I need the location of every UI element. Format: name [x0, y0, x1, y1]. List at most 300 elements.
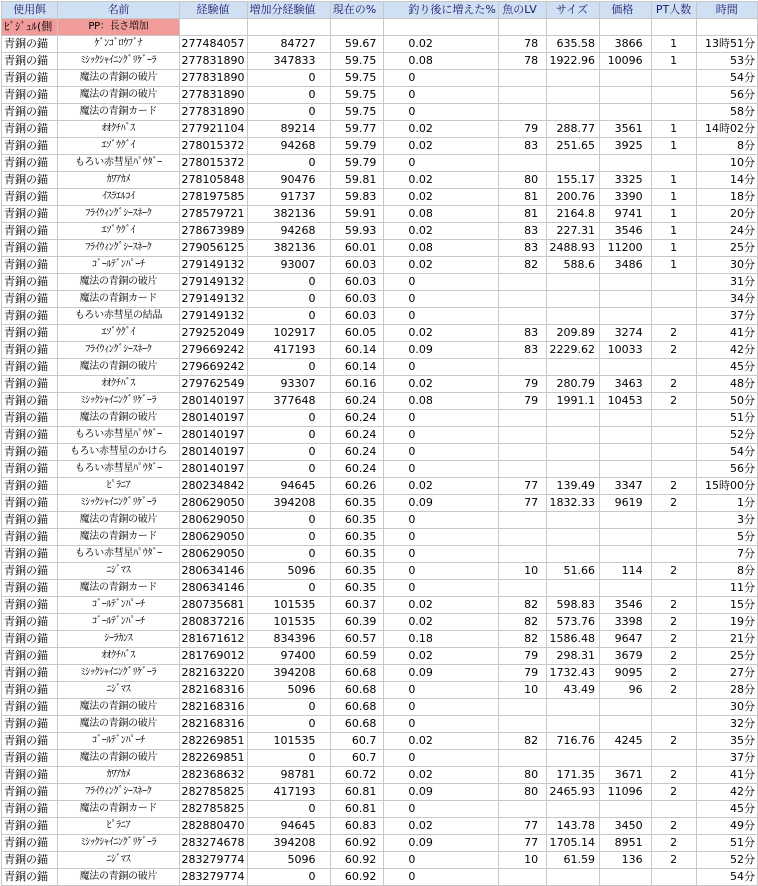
cell-name[interactable]: ｴｿﾞｳｸﾞｲ [58, 325, 179, 342]
cell-name[interactable]: ﾋﾟﾗﾆｱ [58, 818, 179, 835]
cell-size[interactable]: 1586.48 [547, 631, 600, 648]
cell-price[interactable] [600, 70, 652, 87]
cell-price[interactable] [600, 87, 652, 104]
cell-time[interactable]: 28分 [696, 682, 757, 699]
cell-price[interactable]: 10033 [600, 342, 652, 359]
cell-percent-gain[interactable]: 0 [384, 750, 498, 767]
cell-percent-gain[interactable]: 0 [384, 104, 498, 121]
cell-size[interactable]: 573.76 [547, 614, 600, 631]
cell-price[interactable] [600, 750, 652, 767]
cell-exp[interactable]: 280140197 [179, 444, 247, 461]
cell-fish-level[interactable]: 78 [498, 36, 546, 53]
cell-time[interactable]: 54分 [696, 70, 757, 87]
cell-current-percent[interactable]: 60.26 [330, 478, 384, 495]
cell-party-size[interactable]: 1 [651, 189, 696, 206]
cell-price[interactable]: 3274 [600, 325, 652, 342]
cell-bait[interactable]: 青銅の錨 [2, 750, 58, 767]
cell-name[interactable]: ｺﾞｰﾙﾃﾞﾝﾊﾟｰﾁ [58, 257, 179, 274]
cell-exp[interactable]: 282785825 [179, 801, 247, 818]
cell-percent-gain[interactable]: 0 [384, 546, 498, 563]
cell-size[interactable]: 139.49 [547, 478, 600, 495]
cell-bait[interactable]: 青銅の錨 [2, 53, 58, 70]
cell-party-size[interactable] [651, 359, 696, 376]
cell-percent-gain[interactable]: 0.02 [384, 172, 498, 189]
cell-exp-gain[interactable]: 0 [247, 580, 330, 597]
cell-current-percent[interactable]: 59.79 [330, 138, 384, 155]
cell-percent-gain[interactable]: 0.02 [384, 36, 498, 53]
cell-name[interactable]: ﾌﾗｲｳｨﾝｸﾞｼｰｽﾈｰｸ [58, 206, 179, 223]
cell-exp-gain[interactable]: 101535 [247, 614, 330, 631]
cell-current-percent[interactable]: 60.14 [330, 342, 384, 359]
cell-time[interactable]: 51分 [696, 835, 757, 852]
cell-price[interactable]: 3546 [600, 597, 652, 614]
cell-size[interactable] [547, 461, 600, 478]
cell-exp-gain[interactable]: 417193 [247, 784, 330, 801]
cell-exp-gain[interactable]: 91737 [247, 189, 330, 206]
cell-size[interactable] [547, 359, 600, 376]
cell-size[interactable] [547, 529, 600, 546]
cell-percent-gain[interactable]: 0.02 [384, 648, 498, 665]
cell-exp-gain[interactable]: 0 [247, 291, 330, 308]
cell-name[interactable]: ﾌﾗｲｳｨﾝｸﾞｼｰｽﾈｰｸ [58, 240, 179, 257]
header-cell-fish-level[interactable]: 魚のLV [498, 2, 546, 19]
cell-name[interactable]: ｲｽﾗｴﾙｺｲ [58, 189, 179, 206]
cell-fish-level[interactable]: 82 [498, 597, 546, 614]
cell-current-percent[interactable]: 60.59 [330, 648, 384, 665]
cell-exp-gain[interactable]: 94268 [247, 138, 330, 155]
cell-exp[interactable]: 282269851 [179, 750, 247, 767]
cell-exp-gain[interactable]: 0 [247, 546, 330, 563]
cell-time[interactable]: 45分 [696, 801, 757, 818]
cell-exp[interactable]: 282168316 [179, 699, 247, 716]
cell-exp[interactable]: 277921104 [179, 121, 247, 138]
cell-current-percent[interactable]: 60.68 [330, 665, 384, 682]
cell-price[interactable]: 9619 [600, 495, 652, 512]
cell-time[interactable]: 8分 [696, 138, 757, 155]
cell-current-percent[interactable]: 60.03 [330, 308, 384, 325]
cell-size[interactable] [547, 291, 600, 308]
header-cell-time[interactable]: 時間 [696, 2, 757, 19]
cell-party-size[interactable]: 1 [651, 121, 696, 138]
cell-name[interactable]: 魔法の青銅の破片 [58, 274, 179, 291]
cell-exp[interactable]: 281671612 [179, 631, 247, 648]
cell-exp[interactable]: 281769012 [179, 648, 247, 665]
cell-fish-level[interactable]: 81 [498, 189, 546, 206]
cell-price[interactable]: 11200 [600, 240, 652, 257]
cell-percent-gain[interactable]: 0.02 [384, 733, 498, 750]
cell-current-percent[interactable]: 60.83 [330, 818, 384, 835]
cell-fish-level[interactable] [498, 308, 546, 325]
cell-party-size[interactable]: 1 [651, 240, 696, 257]
cell-price[interactable] [600, 444, 652, 461]
cell-exp-gain[interactable]: 0 [247, 716, 330, 733]
cell-price[interactable]: 3679 [600, 648, 652, 665]
cell-name[interactable]: ﾐｼｯｸｼｬｲﾆﾝｸﾞﾘｹﾞｰﾗ [58, 665, 179, 682]
cell-bait[interactable]: 青銅の錨 [2, 308, 58, 325]
cell-size[interactable]: 51.66 [547, 563, 600, 580]
cell-exp[interactable]: 278105848 [179, 172, 247, 189]
cell-size[interactable]: 588.6 [547, 257, 600, 274]
cell-current-percent[interactable]: 59.79 [330, 155, 384, 172]
cell-size[interactable]: 43.49 [547, 682, 600, 699]
cell-percent-gain[interactable]: 0 [384, 801, 498, 818]
cell-party-size[interactable] [651, 529, 696, 546]
cell-time[interactable]: 35分 [696, 733, 757, 750]
cell-fish-level[interactable]: 81 [498, 206, 546, 223]
cell-party-size[interactable] [651, 750, 696, 767]
cell-price[interactable] [600, 699, 652, 716]
cell-name[interactable]: ﾆｼﾞﾏｽ [58, 852, 179, 869]
cell-bait[interactable]: 青銅の錨 [2, 70, 58, 87]
cell-current-percent[interactable]: 60.92 [330, 835, 384, 852]
cell-name[interactable]: ﾆｼﾞﾏｽ [58, 563, 179, 580]
cell-time[interactable]: 52分 [696, 852, 757, 869]
cell-bait[interactable]: 青銅の錨 [2, 546, 58, 563]
cell-exp[interactable]: 277831890 [179, 87, 247, 104]
cell-exp-gain[interactable]: 98781 [247, 767, 330, 784]
cell-percent-gain[interactable]: 0.02 [384, 138, 498, 155]
cell-current-percent[interactable]: 59.91 [330, 206, 384, 223]
cell-exp[interactable]: 282163220 [179, 665, 247, 682]
cell-percent-gain[interactable]: 0.02 [384, 189, 498, 206]
cell-size[interactable]: 2465.93 [547, 784, 600, 801]
cell-percent-gain[interactable]: 0.02 [384, 376, 498, 393]
cell-exp-gain[interactable]: 0 [247, 359, 330, 376]
cell-percent-gain[interactable]: 0.18 [384, 631, 498, 648]
cell-name[interactable]: PP：長さ増加 [58, 19, 179, 36]
cell-size[interactable] [547, 580, 600, 597]
cell-party-size[interactable]: 2 [651, 597, 696, 614]
cell-current-percent[interactable]: 60.7 [330, 733, 384, 750]
cell-exp-gain[interactable]: 94268 [247, 223, 330, 240]
cell-fish-level[interactable]: 79 [498, 121, 546, 138]
cell-fish-level[interactable]: 79 [498, 665, 546, 682]
cell-percent-gain[interactable]: 0 [384, 87, 498, 104]
cell-current-percent[interactable]: 59.83 [330, 189, 384, 206]
cell-fish-level[interactable]: 77 [498, 478, 546, 495]
cell-price[interactable]: 4245 [600, 733, 652, 750]
cell-size[interactable] [547, 70, 600, 87]
cell-price[interactable]: 3925 [600, 138, 652, 155]
cell-party-size[interactable]: 2 [651, 648, 696, 665]
cell-name[interactable]: 魔法の青銅カード [58, 801, 179, 818]
cell-exp-gain[interactable]: 0 [247, 869, 330, 886]
cell-size[interactable]: 298.31 [547, 648, 600, 665]
cell-time[interactable]: 51分 [696, 410, 757, 427]
cell-size[interactable]: 2229.62 [547, 342, 600, 359]
cell-current-percent[interactable]: 60.01 [330, 240, 384, 257]
cell-price[interactable]: 3866 [600, 36, 652, 53]
cell-time[interactable]: 48分 [696, 376, 757, 393]
cell-percent-gain[interactable]: 0.02 [384, 818, 498, 835]
cell-bait[interactable]: 青銅の錨 [2, 121, 58, 138]
cell-current-percent[interactable]: 60.68 [330, 682, 384, 699]
cell-time[interactable]: 18分 [696, 189, 757, 206]
cell-price[interactable] [600, 546, 652, 563]
cell-current-percent[interactable]: 60.81 [330, 801, 384, 818]
cell-exp-gain[interactable]: 394208 [247, 495, 330, 512]
cell-price[interactable] [600, 580, 652, 597]
cell-time[interactable]: 19分 [696, 614, 757, 631]
cell-current-percent[interactable]: 59.93 [330, 223, 384, 240]
cell-fish-level[interactable]: 82 [498, 257, 546, 274]
cell-bait[interactable]: 青銅の錨 [2, 36, 58, 53]
cell-exp[interactable]: 277831890 [179, 104, 247, 121]
cell-price[interactable]: 3347 [600, 478, 652, 495]
header-cell-percent-gain[interactable]: 釣り後に増えた% [384, 2, 498, 19]
cell-bait[interactable]: 青銅の錨 [2, 342, 58, 359]
cell-current-percent[interactable]: 60.35 [330, 512, 384, 529]
cell-price[interactable] [600, 104, 652, 121]
cell-name[interactable]: ﾌﾗｲｳｨﾝｸﾞｼｰｽﾈｰｸ [58, 784, 179, 801]
cell-current-percent[interactable]: 60.68 [330, 716, 384, 733]
header-cell-party-size[interactable]: PT人数 [651, 2, 696, 19]
cell-current-percent[interactable]: 60.7 [330, 750, 384, 767]
cell-price[interactable]: 114 [600, 563, 652, 580]
cell-party-size[interactable]: 2 [651, 563, 696, 580]
cell-size[interactable]: 2164.8 [547, 206, 600, 223]
cell-size[interactable] [547, 801, 600, 818]
header-cell-exp-gain[interactable]: 増加分経験値 [247, 2, 330, 19]
cell-name[interactable]: ﾐｼｯｸｼｬｲﾆﾝｸﾞﾘｹﾞｰﾗ [58, 393, 179, 410]
cell-current-percent[interactable]: 60.92 [330, 869, 384, 886]
cell-exp-gain[interactable]: 102917 [247, 325, 330, 342]
cell-time[interactable]: 54分 [696, 869, 757, 886]
cell-exp-gain[interactable]: 377648 [247, 393, 330, 410]
cell-percent-gain[interactable]: 0.09 [384, 665, 498, 682]
cell-time[interactable]: 54分 [696, 444, 757, 461]
cell-bait[interactable]: 青銅の錨 [2, 359, 58, 376]
cell-party-size[interactable]: 2 [651, 631, 696, 648]
cell-exp-gain[interactable]: 94645 [247, 478, 330, 495]
cell-exp[interactable]: 277484057 [179, 36, 247, 53]
cell-size[interactable]: 716.76 [547, 733, 600, 750]
cell-current-percent[interactable]: 60.68 [330, 699, 384, 716]
cell-exp-gain[interactable]: 0 [247, 70, 330, 87]
cell-exp-gain[interactable]: 5096 [247, 682, 330, 699]
cell-fish-level[interactable]: 10 [498, 682, 546, 699]
cell-price[interactable] [600, 716, 652, 733]
cell-party-size[interactable]: 1 [651, 223, 696, 240]
cell-current-percent[interactable]: 60.37 [330, 597, 384, 614]
cell-bait[interactable]: 青銅の錨 [2, 580, 58, 597]
cell-price[interactable] [600, 461, 652, 478]
cell-time[interactable]: 3分 [696, 512, 757, 529]
cell-fish-level[interactable] [498, 155, 546, 172]
cell-percent-gain[interactable]: 0.09 [384, 784, 498, 801]
cell-size[interactable] [547, 546, 600, 563]
cell-party-size[interactable]: 2 [651, 614, 696, 631]
cell-time[interactable]: 42分 [696, 784, 757, 801]
cell-name[interactable]: ｶﾜｱｶﾒ [58, 767, 179, 784]
cell-price[interactable]: 10096 [600, 53, 652, 70]
cell-current-percent[interactable]: 60.35 [330, 529, 384, 546]
cell-party-size[interactable]: 1 [651, 172, 696, 189]
cell-percent-gain[interactable]: 0.02 [384, 223, 498, 240]
cell-time[interactable]: 32分 [696, 716, 757, 733]
cell-exp-gain[interactable]: 101535 [247, 733, 330, 750]
cell-fish-level[interactable]: 83 [498, 325, 546, 342]
cell-price[interactable] [600, 155, 652, 172]
cell-percent-gain[interactable]: 0.09 [384, 342, 498, 359]
cell-fish-level[interactable] [498, 19, 546, 36]
header-cell-size[interactable]: サイズ [547, 2, 600, 19]
cell-percent-gain[interactable]: 0.08 [384, 240, 498, 257]
cell-party-size[interactable] [651, 274, 696, 291]
cell-exp[interactable]: 279149132 [179, 257, 247, 274]
cell-bait[interactable]: 青銅の錨 [2, 801, 58, 818]
cell-bait[interactable]: 青銅の錨 [2, 682, 58, 699]
cell-size[interactable] [547, 699, 600, 716]
cell-fish-level[interactable]: 77 [498, 818, 546, 835]
cell-fish-level[interactable]: 82 [498, 614, 546, 631]
cell-time[interactable]: 37分 [696, 308, 757, 325]
cell-current-percent[interactable]: 59.67 [330, 36, 384, 53]
cell-bait[interactable]: 青銅の錨 [2, 699, 58, 716]
cell-current-percent[interactable]: 60.03 [330, 291, 384, 308]
cell-size[interactable] [547, 716, 600, 733]
cell-name[interactable]: ｴｿﾞｳｸﾞｲ [58, 138, 179, 155]
cell-exp-gain[interactable]: 0 [247, 444, 330, 461]
cell-time[interactable]: 41分 [696, 325, 757, 342]
cell-price[interactable]: 10453 [600, 393, 652, 410]
cell-current-percent[interactable]: 60.81 [330, 784, 384, 801]
cell-percent-gain[interactable]: 0.02 [384, 614, 498, 631]
cell-price[interactable] [600, 359, 652, 376]
cell-name[interactable]: ﾐｼｯｸｼｬｲﾆﾝｸﾞﾘｹﾞｰﾗ [58, 53, 179, 70]
cell-fish-level[interactable] [498, 410, 546, 427]
cell-name[interactable]: 魔法の青銅の破片 [58, 750, 179, 767]
cell-bait[interactable]: 青銅の錨 [2, 614, 58, 631]
cell-exp-gain[interactable]: 101535 [247, 597, 330, 614]
cell-size[interactable] [547, 410, 600, 427]
cell-fish-level[interactable] [498, 359, 546, 376]
cell-time[interactable]: 52分 [696, 427, 757, 444]
cell-exp[interactable]: 282168316 [179, 716, 247, 733]
cell-name[interactable]: 魔法の青銅の破片 [58, 869, 179, 886]
cell-exp[interactable]: 277831890 [179, 53, 247, 70]
cell-exp[interactable]: 280629050 [179, 512, 247, 529]
cell-price[interactable]: 8951 [600, 835, 652, 852]
cell-percent-gain[interactable]: 0.02 [384, 478, 498, 495]
cell-size[interactable]: 61.59 [547, 852, 600, 869]
cell-party-size[interactable] [651, 801, 696, 818]
cell-percent-gain[interactable]: 0 [384, 580, 498, 597]
cell-price[interactable]: 3561 [600, 121, 652, 138]
cell-exp-gain[interactable]: 0 [247, 308, 330, 325]
cell-time[interactable]: 7分 [696, 546, 757, 563]
cell-percent-gain[interactable]: 0 [384, 716, 498, 733]
cell-time[interactable]: 56分 [696, 461, 757, 478]
cell-time[interactable]: 1分 [696, 495, 757, 512]
cell-exp[interactable]: 280735681 [179, 597, 247, 614]
cell-percent-gain[interactable]: 0 [384, 512, 498, 529]
cell-percent-gain[interactable]: 0.08 [384, 206, 498, 223]
cell-time[interactable]: 24分 [696, 223, 757, 240]
cell-exp[interactable]: 280234842 [179, 478, 247, 495]
cell-name[interactable]: 魔法の青銅カード [58, 529, 179, 546]
cell-exp-gain[interactable]: 0 [247, 427, 330, 444]
cell-fish-level[interactable] [498, 512, 546, 529]
cell-party-size[interactable] [651, 19, 696, 36]
cell-current-percent[interactable]: 59.75 [330, 104, 384, 121]
cell-fish-level[interactable] [498, 716, 546, 733]
cell-party-size[interactable]: 2 [651, 342, 696, 359]
cell-exp[interactable]: 282785825 [179, 784, 247, 801]
cell-exp[interactable]: 282269851 [179, 733, 247, 750]
cell-exp-gain[interactable]: 0 [247, 461, 330, 478]
cell-current-percent[interactable]: 59.75 [330, 53, 384, 70]
cell-exp[interactable]: 282168316 [179, 682, 247, 699]
cell-exp[interactable]: 280629050 [179, 546, 247, 563]
cell-time[interactable]: 34分 [696, 291, 757, 308]
cell-party-size[interactable]: 2 [651, 376, 696, 393]
cell-exp[interactable]: 280140197 [179, 393, 247, 410]
cell-bait[interactable]: 青銅の錨 [2, 87, 58, 104]
cell-name[interactable]: ﾆｼﾞﾏｽ [58, 682, 179, 699]
cell-size[interactable]: 1991.1 [547, 393, 600, 410]
cell-exp-gain[interactable]: 394208 [247, 665, 330, 682]
cell-bait[interactable]: 青銅の錨 [2, 138, 58, 155]
cell-fish-level[interactable] [498, 70, 546, 87]
cell-fish-level[interactable] [498, 461, 546, 478]
cell-time[interactable]: 49分 [696, 818, 757, 835]
cell-party-size[interactable]: 2 [651, 393, 696, 410]
cell-exp[interactable]: 278015372 [179, 138, 247, 155]
cell-bait[interactable]: 青銅の錨 [2, 631, 58, 648]
cell-fish-level[interactable]: 83 [498, 138, 546, 155]
cell-party-size[interactable]: 2 [651, 852, 696, 869]
cell-party-size[interactable] [651, 155, 696, 172]
cell-exp[interactable]: 279149132 [179, 274, 247, 291]
cell-percent-gain[interactable]: 0 [384, 155, 498, 172]
cell-price[interactable]: 3450 [600, 818, 652, 835]
cell-time[interactable]: 25分 [696, 648, 757, 665]
cell-fish-level[interactable]: 77 [498, 495, 546, 512]
cell-party-size[interactable]: 2 [651, 682, 696, 699]
cell-bait[interactable]: 青銅の錨 [2, 529, 58, 546]
cell-bait[interactable]: 青銅の錨 [2, 444, 58, 461]
cell-price[interactable] [600, 512, 652, 529]
cell-party-size[interactable] [651, 512, 696, 529]
cell-time[interactable]: 20分 [696, 206, 757, 223]
cell-time[interactable]: 14時02分 [696, 121, 757, 138]
cell-bait[interactable]: 青銅の錨 [2, 274, 58, 291]
cell-exp[interactable]: 279762549 [179, 376, 247, 393]
cell-exp[interactable]: 280140197 [179, 410, 247, 427]
cell-bait[interactable]: 青銅の錨 [2, 155, 58, 172]
cell-size[interactable] [547, 427, 600, 444]
cell-name[interactable]: ｵｵｸﾁﾊﾞｽ [58, 121, 179, 138]
cell-bait[interactable]: 青銅の錨 [2, 189, 58, 206]
cell-fish-level[interactable]: 10 [498, 852, 546, 869]
cell-price[interactable] [600, 274, 652, 291]
cell-name[interactable]: ｹﾞﾝｺﾞﾛｳﾌﾞﾅ [58, 36, 179, 53]
cell-current-percent[interactable]: 60.24 [330, 410, 384, 427]
cell-exp[interactable]: 280629050 [179, 495, 247, 512]
cell-name[interactable]: 魔法の青銅の破片 [58, 410, 179, 427]
cell-bait[interactable]: 青銅の錨 [2, 665, 58, 682]
cell-party-size[interactable]: 1 [651, 138, 696, 155]
cell-current-percent[interactable]: 60.24 [330, 427, 384, 444]
cell-current-percent[interactable]: 60.57 [330, 631, 384, 648]
cell-current-percent[interactable]: 60.35 [330, 495, 384, 512]
cell-percent-gain[interactable]: 0.09 [384, 835, 498, 852]
cell-price[interactable]: 11096 [600, 784, 652, 801]
cell-size[interactable] [547, 308, 600, 325]
cell-fish-level[interactable] [498, 104, 546, 121]
cell-size[interactable]: 1922.96 [547, 53, 600, 70]
